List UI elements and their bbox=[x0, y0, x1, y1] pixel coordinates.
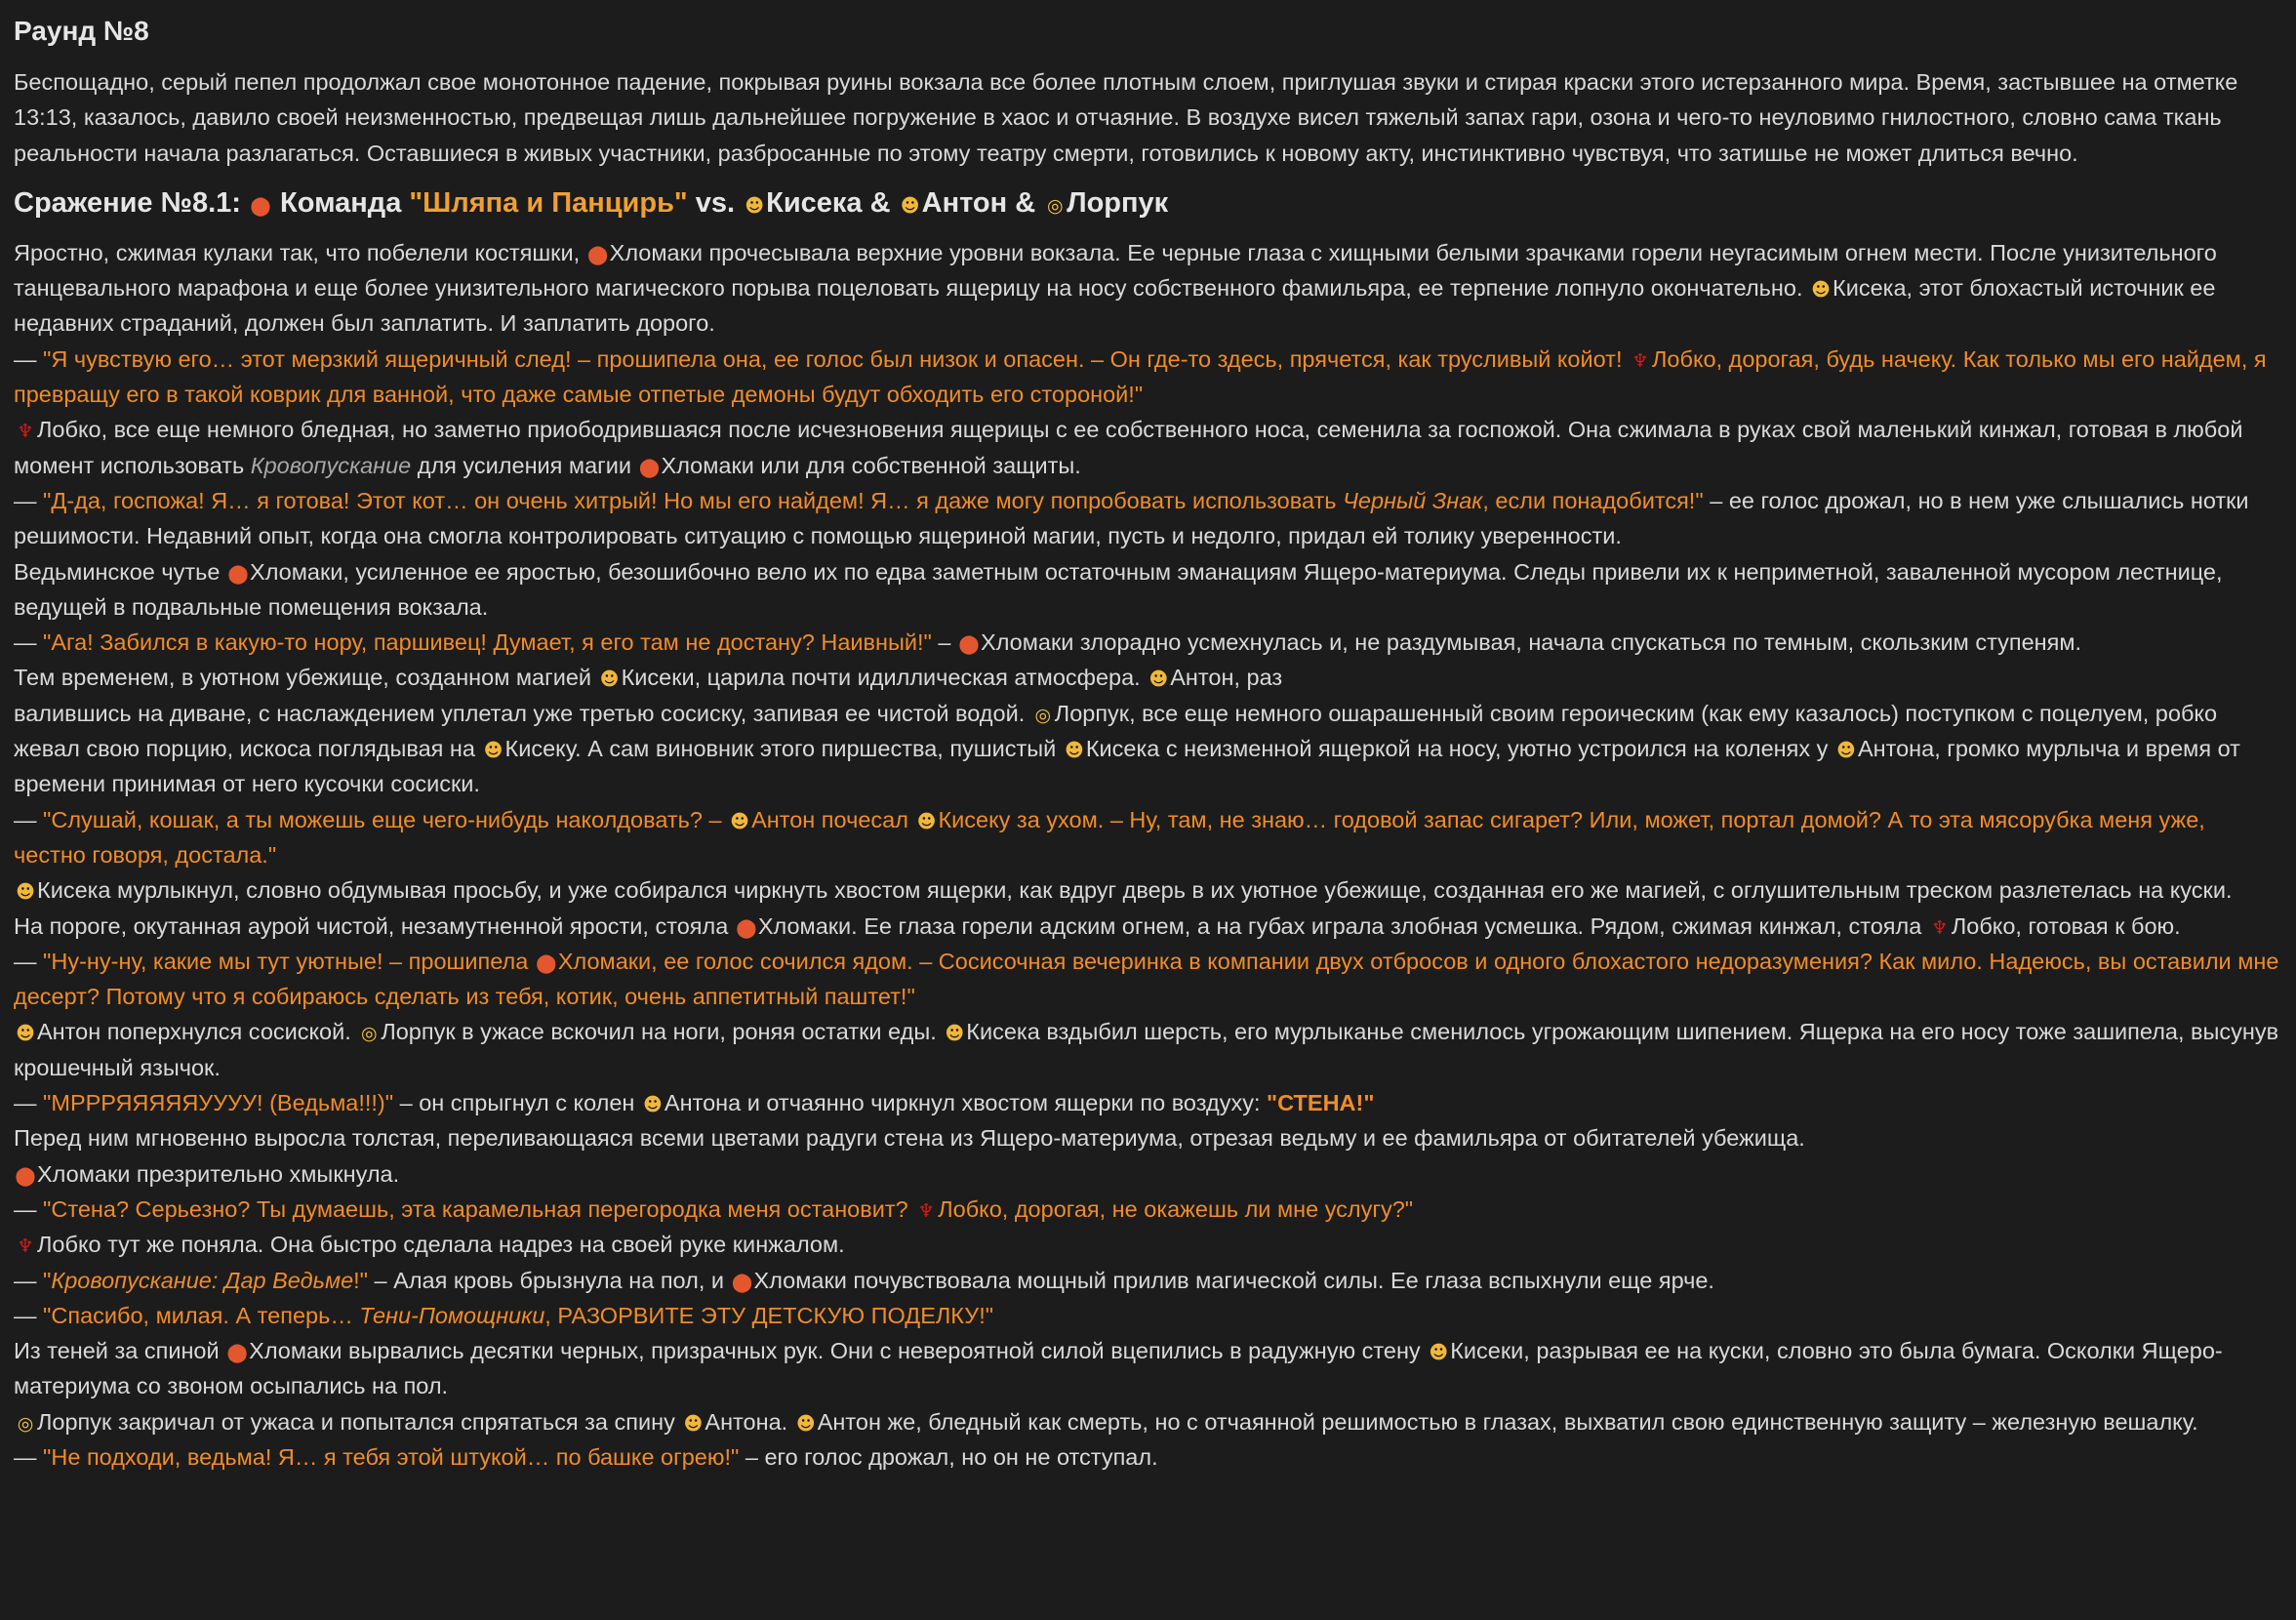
dialogue-text: "Я чувствую его… этот мерзкий ящеричный след! – прошипела она, ее голос был низок и опасен. – Он где-то здесь, прячется, как трусливый койот! bbox=[43, 345, 1629, 372]
round-title: Раунд №8 bbox=[14, 16, 149, 46]
narration-text: — bbox=[14, 1302, 44, 1328]
narration-text: Хломаки прочесывала верхние уровни вокзала. Ее черные глаза с хищными белыми зрачками горели неугасимым огнем мести. После унизительного танцевального марафона и еще более унизительного магического порыва поцеловать ящерицу на носу собственного фамильяра, ее терпение лопнуло окончательно. bbox=[14, 239, 2217, 302]
spell-name: Черный Знак bbox=[1343, 487, 1483, 513]
story-line bbox=[14, 1085, 2282, 1120]
narration-text: Хломаки презрительно хмыкнула. bbox=[37, 1160, 400, 1187]
goggle-eyes-face-icon: ◎ bbox=[1034, 704, 1052, 726]
red-devil-imp-icon: ♆ bbox=[17, 1235, 34, 1258]
story-line bbox=[14, 412, 2282, 483]
story-line bbox=[14, 909, 2282, 944]
narration-text: Кисеки, разрывая ее на куски, словно это была бумага. Осколки Ящеро-материума со звоном осыпались на пол. bbox=[14, 1338, 2223, 1399]
red-devil-imp-icon: ♆ bbox=[17, 421, 34, 443]
dialogue-text: Антон почесал bbox=[751, 806, 915, 832]
story-line bbox=[14, 1014, 2282, 1085]
story-line bbox=[14, 1298, 2282, 1333]
dialogue-text: "МРРРЯЯЯЯЯУУУУ! (Ведьма!!!)" bbox=[43, 1090, 394, 1116]
narration-text: Кисека, этот блохастый источник ее недавних страданий, должен был заплатить. И заплатить дорого. bbox=[14, 275, 2216, 337]
narration-text: Яростно, сжимая кулаки так, что побелели костяшки, bbox=[14, 239, 586, 265]
battle-team-name: "Шляпа и Панцирь" bbox=[409, 186, 688, 219]
cat-face-icon: ☻ bbox=[16, 881, 35, 904]
dialogue-text: "Ага! Забился в какую-то нору, паршивец! Думает, я его там не достану? Наивный!" bbox=[43, 629, 932, 656]
story-line bbox=[14, 944, 2282, 1015]
narration-text: Кисека мурлыкнул, словно обдумывая просьбу, и уже собирался чиркнуть хвостом ящерки, как вдруг дверь в их уютное убежище, созданная его же магией, с оглушительным треском разлетелась на куски. bbox=[37, 877, 2233, 904]
narration-text: — bbox=[14, 345, 44, 372]
monkey-face-icon: ☻ bbox=[900, 194, 920, 217]
story-line bbox=[14, 872, 2282, 908]
monkey-face-icon: ☻ bbox=[16, 1023, 35, 1045]
monkey-face-icon: ☻ bbox=[1148, 668, 1169, 691]
story-line bbox=[14, 1263, 2282, 1298]
narration-text: Антон же, бледный как смерть, но с отчаянной решимостью в глазах, выхватил свою единственную защиту – железную вешалку. bbox=[817, 1408, 2198, 1435]
narration-text: На пороге, окутанная аурой чистой, незамутненной ярости, стояла bbox=[14, 912, 735, 939]
dialogue-text: , если понадобится!" bbox=[1482, 487, 1704, 513]
mushroom-hat-icon: ⬤ bbox=[227, 562, 249, 585]
narration-text: Кисеки, царила почти идиллическая атмосфера. bbox=[621, 665, 1148, 691]
mushroom-hat-icon: ⬤ bbox=[736, 916, 757, 939]
mushroom-hat-icon: ⬤ bbox=[536, 952, 557, 974]
monkey-face-icon: ☻ bbox=[683, 1412, 704, 1435]
spell-shout: "СТЕНА!" bbox=[1267, 1090, 1375, 1116]
narration-text: — bbox=[14, 1090, 44, 1116]
dialogue-text: "Не подходи, ведьма! Я… я тебя этой штукой… по башке огрею!" bbox=[43, 1443, 740, 1470]
story-line bbox=[14, 235, 2282, 342]
narration-text: Хломаки, усиленное ее яростью, безошибочно вело их по едва заметным остаточным эманациям Ящеро-материума. Следы привели их к неприметной, заваленной мусором лестнице, ведущей в подвальные помещения вокзала. bbox=[14, 558, 2223, 620]
narration-text: Лобко тут же поняла. Она быстро сделала надрез на своей руке кинжалом. bbox=[37, 1232, 845, 1258]
red-devil-imp-icon: ♆ bbox=[1931, 916, 1949, 939]
narration-text: Из теней за спиной bbox=[14, 1338, 226, 1364]
story-line bbox=[14, 483, 2282, 554]
dialogue-text: "Д-да, госпожа! Я… я готова! Этот кот… он очень хитрый! Но мы его найдем! Я… я даже могу попробовать использовать bbox=[43, 487, 1344, 513]
monkey-face-icon: ☻ bbox=[643, 1094, 663, 1116]
cat-face-icon: ☻ bbox=[916, 810, 937, 832]
mushroom-hat-icon: ⬤ bbox=[958, 633, 980, 656]
dialogue-text: , РАЗОРВИТЕ ЭТУ ДЕТСКУЮ ПОДЕЛКУ!" bbox=[544, 1302, 994, 1328]
red-devil-imp-icon: ♆ bbox=[1631, 349, 1649, 372]
narration-text: – он спрыгнул с колен bbox=[393, 1090, 641, 1116]
battle-story bbox=[14, 235, 2282, 1475]
story-line bbox=[14, 554, 2282, 626]
mushroom-hat-icon: ⬤ bbox=[15, 1164, 36, 1187]
dialogue-text: " bbox=[43, 1267, 52, 1293]
narration-text: Хломаки почувствовала мощный прилив магической силы. Ее глаза вспыхнули еще ярче. bbox=[753, 1267, 1714, 1293]
narration-text: Хломаки злорадно усмехнулась и, не раздумывая, начала спускаться по темным, скользким ступеням. bbox=[981, 629, 2082, 656]
story-line bbox=[14, 625, 2282, 660]
monkey-face-icon: ☻ bbox=[795, 1412, 816, 1435]
monkey-face-icon: ☻ bbox=[730, 810, 749, 832]
narration-text: Лорпук, все еще немного ошарашенный своим героическим (как ему казалось) поступком с поцелуем, робко жевал свою порцию, искоса поглядывая на bbox=[14, 700, 2218, 762]
narration-text: Антона и отчаянно чиркнул хвостом ящерки по воздуху: bbox=[664, 1090, 1268, 1116]
narration-text: Антона, громко мурлыча и время от времени принимая от него кусочки сосиски. bbox=[14, 736, 2240, 797]
dialogue-text: Лобко, дорогая, не окажешь ли мне услугу?" bbox=[938, 1195, 1414, 1222]
cat-face-icon: ☻ bbox=[1429, 1342, 1449, 1364]
narration-text: Ведьминское чутье bbox=[14, 558, 227, 585]
narration-text: – Алая кровь брызнула на пол, и bbox=[368, 1267, 731, 1293]
mushroom-hat-icon: ⬤ bbox=[587, 243, 609, 265]
mushroom-hat-icon: ⬤ bbox=[638, 456, 661, 478]
narration-text: – его голос дрожал, но он не отступал. bbox=[739, 1443, 1158, 1470]
battle-prefix: Сражение №8.1: bbox=[14, 186, 241, 219]
narration-text: Тем временем, в уютном убежище, созданном магией bbox=[14, 665, 598, 691]
cat-face-icon: ☻ bbox=[1064, 740, 1084, 762]
goggle-eyes-face-icon: ◎ bbox=[361, 1023, 378, 1045]
story-line bbox=[14, 1120, 2282, 1155]
narration-text: Кисека с неизменной ящеркой на носу, уютно устроился на коленях у bbox=[1085, 736, 1834, 762]
story-line bbox=[14, 696, 2282, 802]
monkey-face-icon: ☻ bbox=[1836, 740, 1856, 762]
narration-text: — bbox=[14, 806, 44, 832]
narration-text: Лорпук закричал от ужаса и попытался спрятаться за спину bbox=[37, 1408, 682, 1435]
battle-amp-1: & bbox=[869, 186, 891, 219]
narration-text: Лобко, готовая к бою. bbox=[1951, 912, 2181, 939]
ability-name: Кровопускание bbox=[250, 452, 412, 478]
narration-text: — bbox=[14, 948, 44, 974]
battle-title bbox=[14, 182, 2282, 223]
cat-face-icon: ☻ bbox=[483, 740, 504, 762]
narration-text: – ее голос дрожал, но в нем уже слышались нотки решимости. Недавний опыт, когда она смогла контролировать ситуацию с помощью ящериной магии, пусть и недолго, придал ей толику уверенности. bbox=[14, 487, 2249, 549]
goggle-eyes-face-icon: ◎ bbox=[17, 1412, 34, 1435]
narration-text: Антона. bbox=[705, 1408, 794, 1435]
mushroom-hat-icon: ⬤ bbox=[731, 1271, 753, 1293]
dialogue-text: !" bbox=[353, 1267, 369, 1293]
battle-opponent-lorpuk: Лорпук bbox=[1067, 186, 1169, 219]
dialogue-text: Хломаки, ее голос сочился ядом. – Сосисочная вечеринка в компании двух отбросов и одного блохастого недоразумения? Как мило. Надеюсь, вы оставили мне десерт? Потому что я собираюсь сделать из тебя, котик, очень аппетитный паштет!" bbox=[14, 948, 2279, 1010]
narration-text: для усиления магии bbox=[411, 452, 638, 478]
battle-amp-2: & bbox=[1015, 186, 1036, 219]
story-line bbox=[14, 1404, 2282, 1439]
narration-text: Лорпук в ужасе вскочил на ноги, роняя остатки еды. bbox=[381, 1019, 944, 1045]
spell-name: Тени-Помощники bbox=[359, 1302, 545, 1328]
mushroom-hat-icon: ⬤ bbox=[226, 1342, 248, 1364]
narration-text: — bbox=[14, 487, 44, 513]
dialogue-text: "Стена? Серьезно? Ты думаешь, эта карамельная перегородка меня остановит? bbox=[43, 1195, 915, 1222]
story-line bbox=[14, 802, 2282, 873]
goggle-eyes-face-icon: ◎ bbox=[1046, 194, 1064, 217]
dialogue-text: "Ну-ну-ну, какие мы тут уютные! – прошипела bbox=[43, 948, 535, 974]
narration-text: Хломаки. Ее глаза горели адским огнем, а на губах играла злобная усмешка. Рядом, сжимая кинжал, стояла bbox=[757, 912, 1928, 939]
narration-text: — bbox=[14, 629, 44, 656]
cat-face-icon: ☻ bbox=[599, 668, 620, 691]
battle-team-word: Команда bbox=[280, 186, 402, 219]
narration-text: — bbox=[14, 1195, 44, 1222]
spell-name: Кровопускание: Дар Ведьме bbox=[51, 1267, 354, 1293]
story-line bbox=[14, 342, 2282, 413]
mushroom-hat-icon: ⬤ bbox=[250, 194, 271, 217]
story-line bbox=[14, 1156, 2282, 1192]
narration-text: – bbox=[931, 629, 958, 656]
dialogue-text: Кисеку за ухом. – Ну, там, не знаю… годовой запас сигарет? Или, может, портал домой? А то эта мясорубка меня уже, честно говоря, достала." bbox=[14, 806, 2205, 868]
dialogue-text: Лобко, дорогая, будь начеку. Как только мы его найдем, я превращу его в такой коврик для ванной, что даже самые отпетые демоны будут обходить его стороной!" bbox=[14, 345, 2267, 408]
battle-vs: vs. bbox=[695, 186, 736, 219]
narration-text: Хломаки или для собственной защиты. bbox=[661, 452, 1081, 478]
narration-text: — bbox=[14, 1443, 44, 1470]
narration-text: Хломаки вырвались десятки черных, призрачных рук. Они с невероятной силой вцепились в радужную стену bbox=[249, 1338, 1428, 1364]
story-line bbox=[14, 1192, 2282, 1227]
battle-opponent-kiseka: Кисека bbox=[766, 186, 863, 219]
dialogue-text: "Спасибо, милая. А теперь… bbox=[43, 1302, 360, 1328]
cat-face-icon: ☻ bbox=[745, 194, 765, 217]
narration-text: Кисека вздыбил шерсть, его мурлыканье сменилось угрожающим шипением. Ящерка на его носу тоже зашипела, высунув крошечный язычок. bbox=[14, 1019, 2279, 1080]
red-devil-imp-icon: ♆ bbox=[917, 1199, 935, 1222]
narration-text: Лобко, все еще немного бледная, но заметно приободрившаяся после исчезновения ящерицы с ее собственного носа, семенила за госпожой. Она сжимала в руках свой маленький кинжал, готовая в любой момент использовать bbox=[14, 417, 2243, 478]
narration-text: — bbox=[14, 1267, 44, 1293]
dialogue-text: "Слушай, кошак, а ты можешь еще чего-нибудь наколдовать? – bbox=[43, 806, 729, 832]
story-line bbox=[14, 1333, 2282, 1404]
story-line bbox=[14, 660, 2282, 695]
narration-text: Антон поперхнулся сосиской. bbox=[37, 1019, 358, 1045]
narration-text: валившись на диване, с наслаждением уплетал уже третью сосиску, запивая ее чистой водой. bbox=[14, 700, 1031, 726]
round-intro-paragraph: Беспощадно, серый пепел продолжал свое монотонное падение, покрывая руины вокзала все более плотным слоем, приглушая звуки и стирая краски этого истерзанного мира. Время, застывшее на отметке 13:13, казалось, давило своей неизменностью, предвещая лишь дальнейшее погружение в хаос и отчаяние. В воздухе висел тяжелый запах гари, озона и чего-то неуловимо гнилостного, словно сама ткань реальности начала разлагаться. Оставшиеся в живых участники, разбросанные по этому театру смерти, готовились к новому акту, инстинктивно чувствуя, что затишье не может длиться вечно. bbox=[14, 69, 2238, 166]
cat-face-icon: ☻ bbox=[945, 1023, 965, 1045]
narration-text: Антон, раз bbox=[1170, 665, 1283, 691]
narration-text: Перед ним мгновенно выросла толстая, переливающаяся всеми цветами радуги стена из Ящеро-материума, отрезая ведьму и ее фамильяра от обитателей убежища. bbox=[14, 1125, 1805, 1152]
story-line bbox=[14, 1227, 2282, 1262]
narration-text: Кисеку. А сам виновник этого пиршества, пушистый bbox=[504, 736, 1063, 762]
story-line bbox=[14, 1439, 2282, 1475]
cat-face-icon: ☻ bbox=[1811, 279, 1831, 302]
battle-opponent-anton: Антон bbox=[921, 186, 1008, 219]
